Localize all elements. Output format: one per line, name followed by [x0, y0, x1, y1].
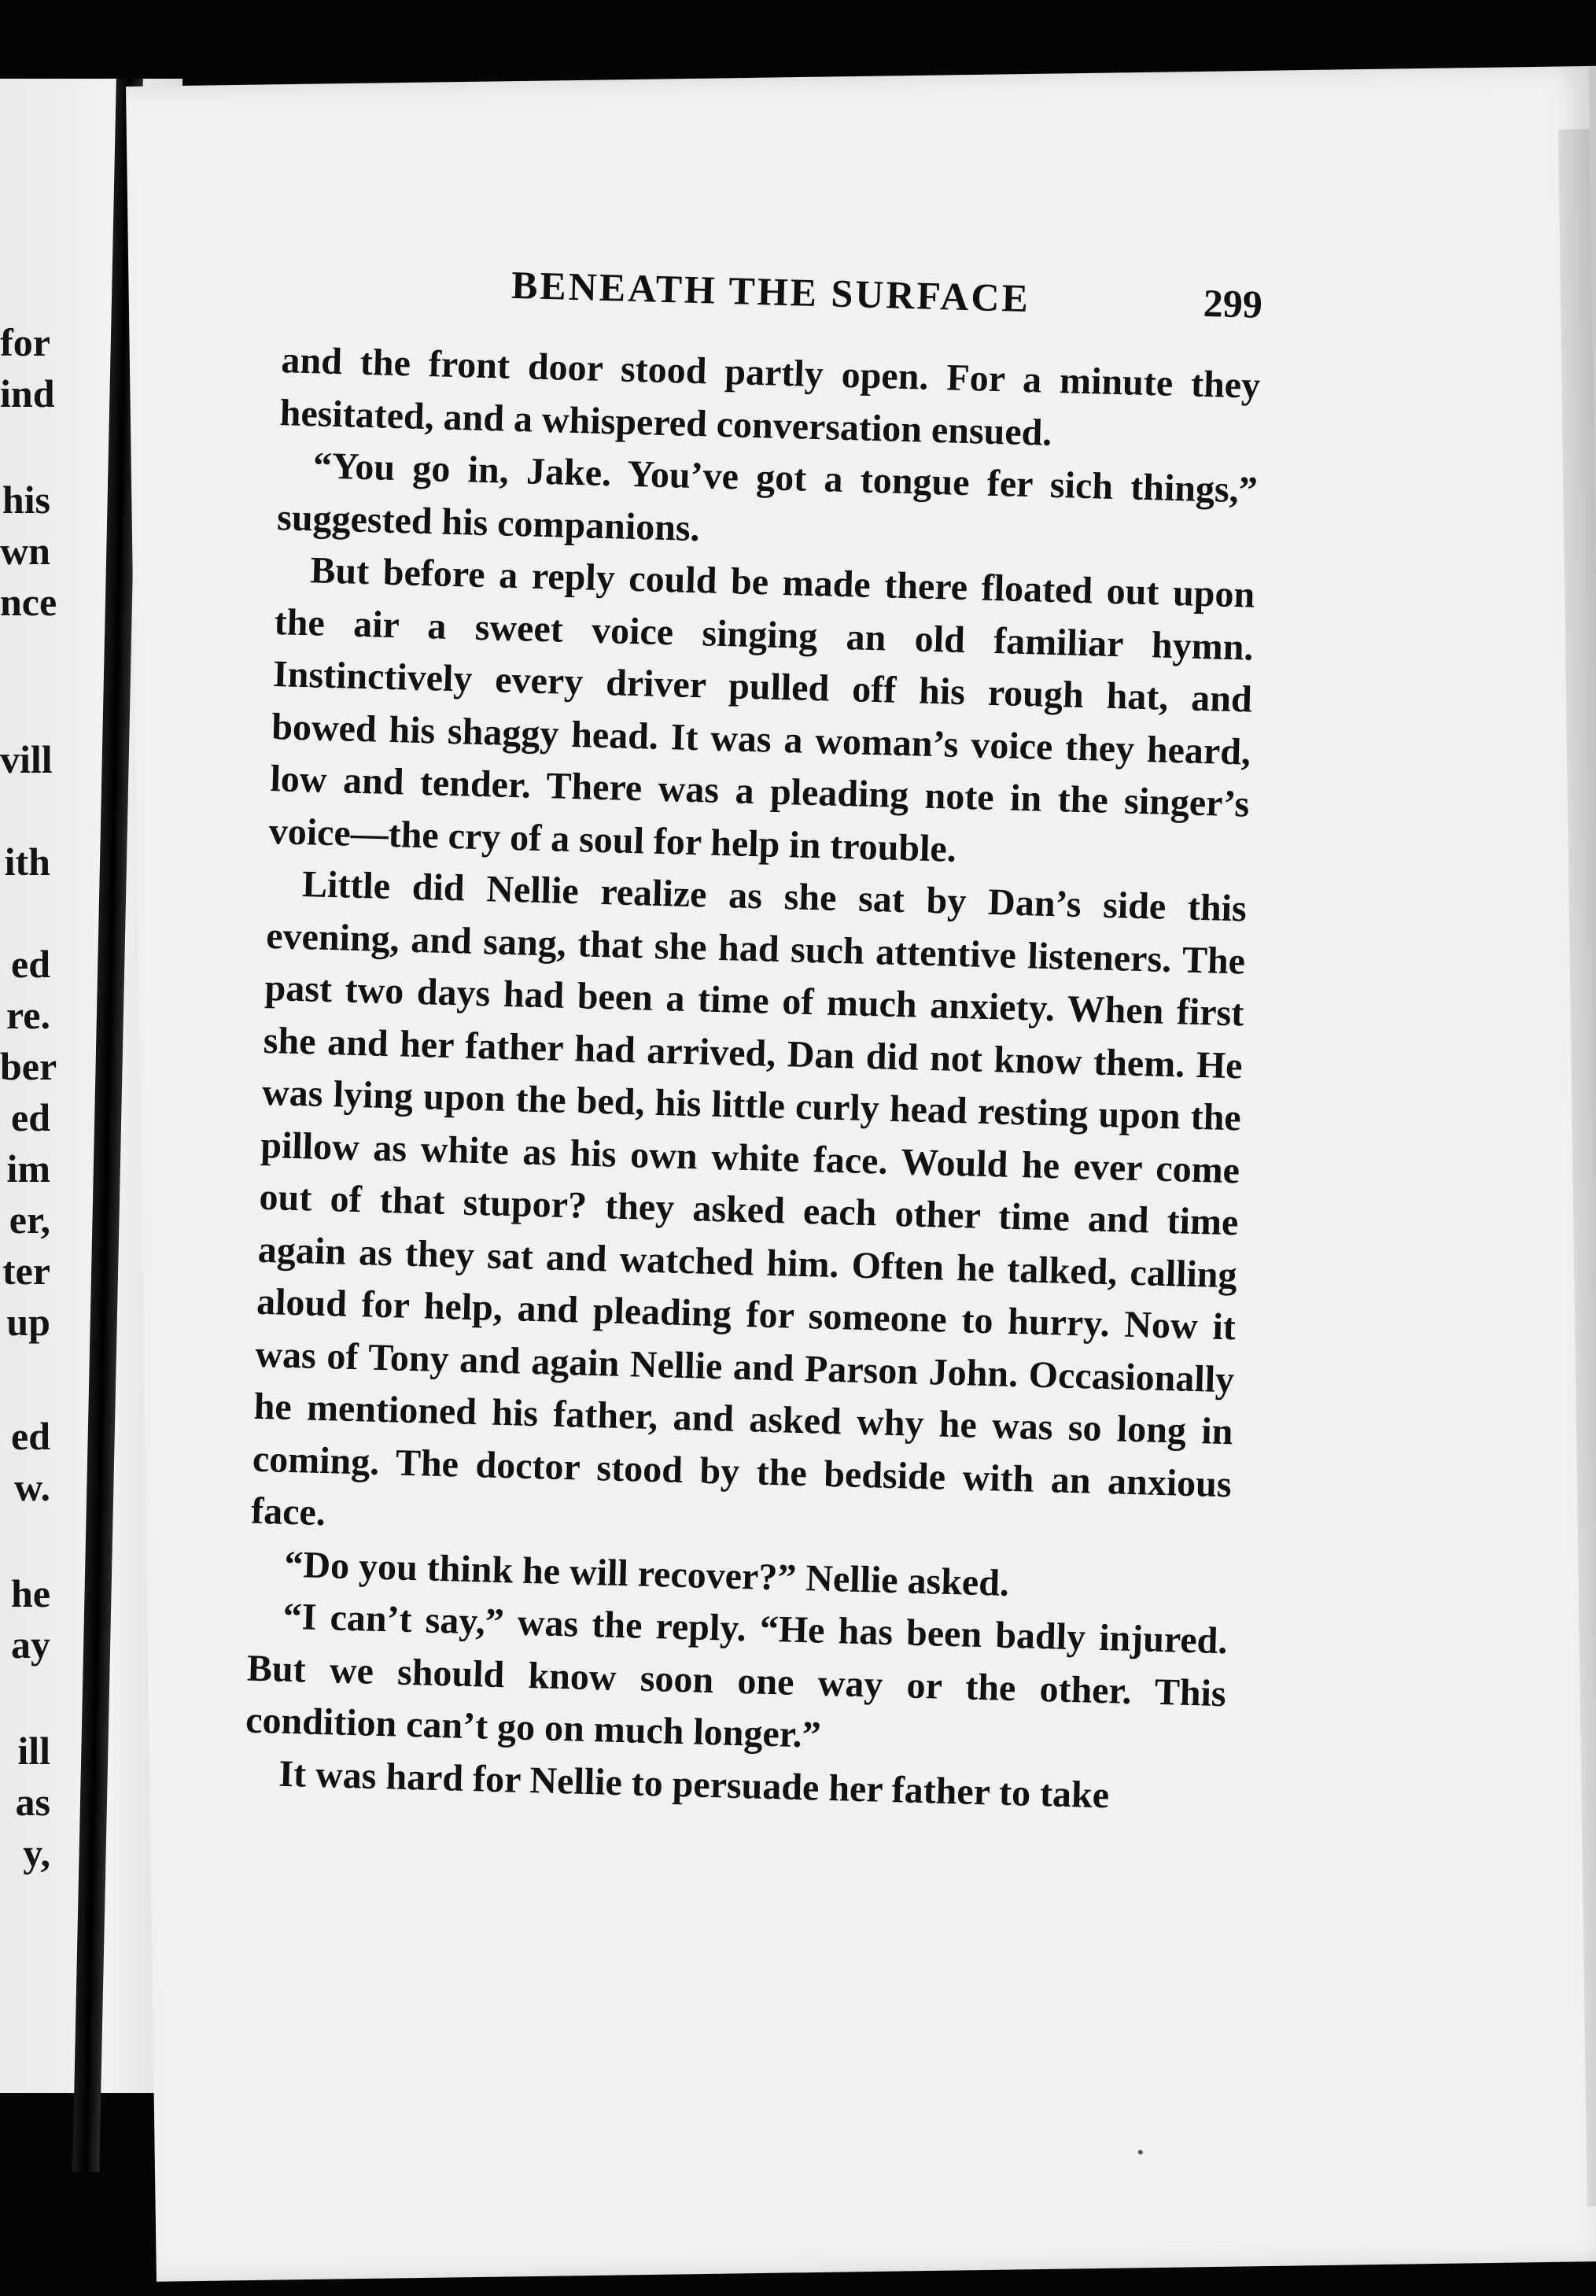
running-head-title: BENEATH THE SURFACE	[510, 262, 1031, 321]
paragraph: “Do you think he will recover?” Nellie asked.	[283, 1543, 1010, 1604]
left-page-line: ed	[11, 1414, 50, 1458]
left-page-line: wn	[0, 529, 50, 573]
left-page-line: im	[6, 1146, 50, 1190]
left-page-line: ter	[2, 1249, 50, 1293]
left-page-line: ber	[0, 1044, 57, 1088]
paragraph: “I can’t say,” was the reply. “He has been badly injured. But we should know soon one way or the other. This condition can’t go on much longer.”	[245, 1595, 1229, 1756]
left-page-line: re.	[6, 993, 50, 1037]
paragraph: But before a reply could be made there floated out upon the air a sweet voice singing an old familiar hymn. Instinctively every driver pulled off his rough hat, and bowed his shaggy head. It was a woman’s voice they heard, low and tender. There was a pleading note in the singer’s voice—the cry of a soul for help in trouble.	[268, 549, 1255, 870]
paragraph: It was hard for Nellie to persuade her father to take	[278, 1752, 1110, 1816]
left-page-line: ay	[11, 1622, 50, 1667]
left-page-line: ill	[17, 1729, 50, 1773]
paragraph: Little did Nellie realize as she sat by Dan’s side this evening, and sang, that she had such attentive listeners. The past two days had been a time of much anxiety. When first she and her father had arrived, Dan did not know them. He was lying upon the bed, his little curly head resting upon the pillow as white as his own white face. Would he ever come out of that stupor? they asked each other time and time again as they sat and watched him. Often he talked, calling aloud for help, and pleading for someone to hurry. Now it was of Tony and again Nellie and Parson John. Occasionally he mentioned his father, and asked why he was so long in coming. The doctor stood by the bedside with an anxious face.	[250, 863, 1248, 1534]
page-number: 299	[1203, 280, 1263, 327]
page-content	[244, 256, 1263, 1825]
left-page-line: ith	[4, 840, 50, 884]
paragraph: “You go in, Jake. You’ve got a tongue fer sich things,” suggested his companions.	[276, 445, 1259, 549]
paragraph: and the front door stood partly open. For a minute they hesitated, and a whispered conversation ensued.	[279, 339, 1261, 454]
page-edge-shadow	[1558, 129, 1596, 2206]
left-page-line: y,	[23, 1831, 50, 1875]
left-page-line: nce	[0, 580, 57, 624]
left-page-line: ind	[0, 371, 55, 415]
left-page-line: ed	[11, 1095, 50, 1139]
left-page-line: his	[2, 478, 50, 522]
left-page-line: for	[0, 320, 50, 364]
left-page-line: as	[15, 1780, 50, 1824]
left-page-line: vill	[0, 737, 53, 781]
left-page-line: w.	[14, 1465, 50, 1509]
body-text	[244, 334, 1261, 1825]
left-page-line: er,	[9, 1198, 50, 1242]
running-head	[282, 256, 1262, 337]
left-page-line: up	[6, 1300, 50, 1344]
paper-speck	[1138, 2150, 1143, 2154]
left-page-line: ed	[11, 942, 50, 986]
current-page	[126, 66, 1596, 2282]
left-page-line: he	[11, 1571, 50, 1615]
